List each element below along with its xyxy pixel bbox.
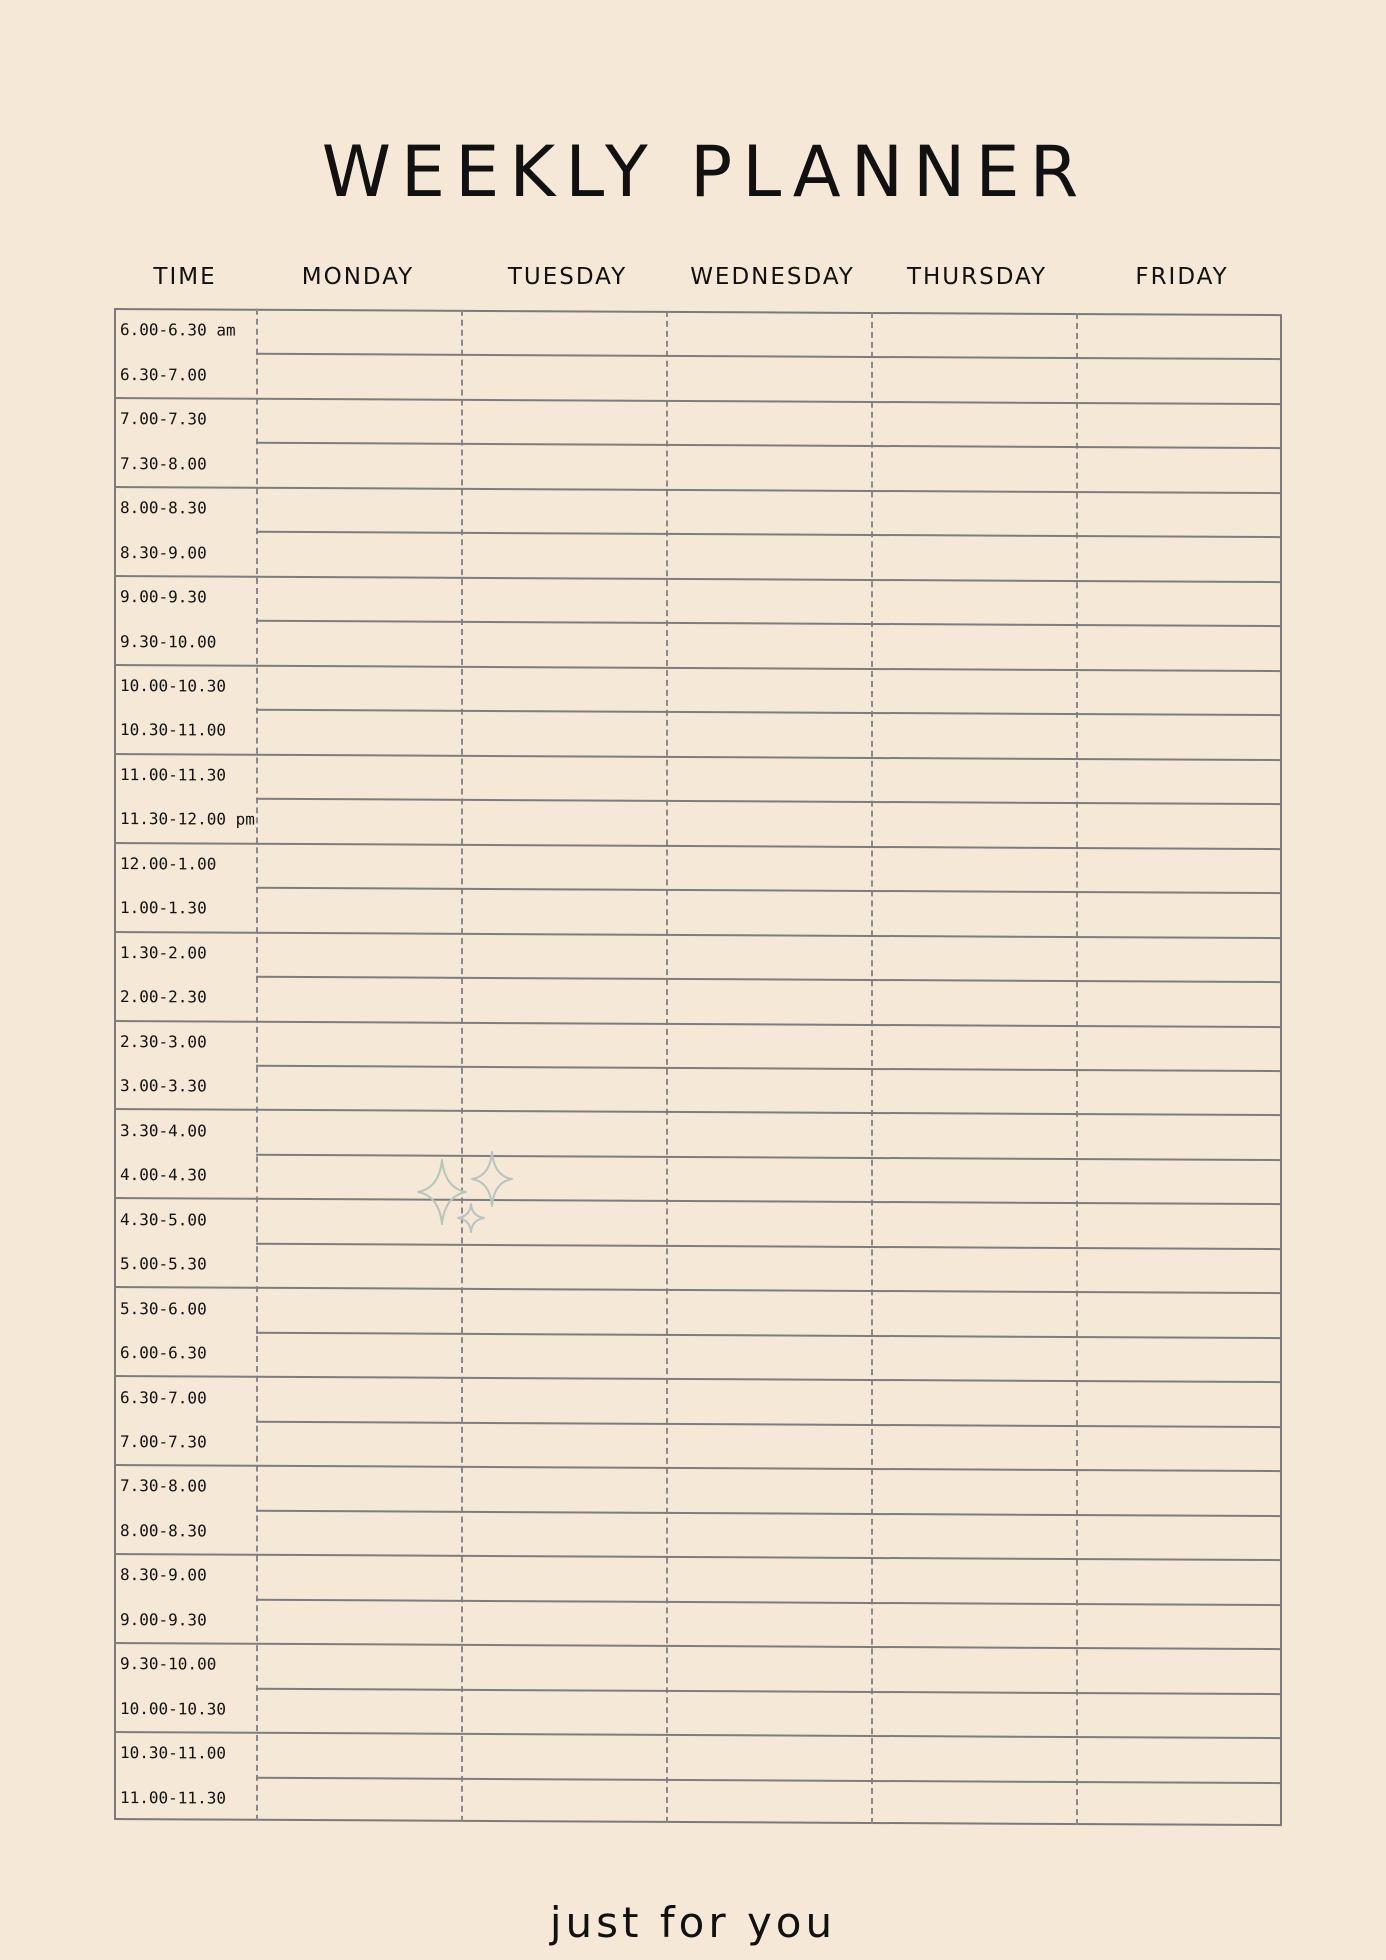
time-slot-label: 12.00-1.00 — [120, 853, 217, 874]
time-slot-label: 7.00-7.30 — [120, 409, 207, 429]
planner-grid — [114, 308, 1282, 1826]
time-slot-label: 1.30-2.00 — [120, 942, 207, 963]
page-title: WEEKLY PLANNER — [321, 131, 1089, 213]
time-slot-label: 10.30-11.00 — [120, 1743, 226, 1763]
header-time: TIME — [153, 264, 217, 290]
time-slot-label: 5.00-5.30 — [120, 1254, 207, 1274]
time-slot-label: 6.00-6.30 am — [120, 320, 236, 340]
time-slot-label: 2.00-2.30 — [120, 987, 207, 1007]
time-slot-label: 4.00-4.30 — [120, 1165, 207, 1185]
time-slot-label: 3.30-4.00 — [120, 1120, 207, 1141]
sparkle-icon — [414, 1150, 519, 1240]
header-tuesday: TUESDAY — [507, 264, 628, 290]
time-slot-label: 4.30-5.00 — [120, 1209, 207, 1230]
time-slot-label: 9.30-10.00 — [120, 631, 217, 652]
time-slot-label: 5.30-6.00 — [120, 1298, 207, 1319]
time-slot-label: 6.30-7.00 — [120, 1387, 207, 1408]
time-slot-label: 10.00-10.30 — [120, 676, 226, 696]
header-friday: FRIDAY — [1135, 264, 1229, 290]
time-slot-label: 9.00-9.30 — [120, 1609, 207, 1630]
time-slot-label: 7.30-8.00 — [120, 1476, 207, 1496]
time-slot-label: 7.00-7.30 — [120, 1432, 207, 1452]
time-slot-label: 10.30-11.00 — [120, 720, 226, 741]
time-slot-label: 8.30-9.00 — [120, 1565, 207, 1585]
time-slot-label: 9.00-9.30 — [120, 587, 207, 607]
time-slot-label: 8.00-8.30 — [120, 1520, 207, 1541]
time-slot-label: 3.00-3.30 — [120, 1076, 207, 1096]
time-slot-label: 11.00-11.30 — [120, 764, 226, 785]
time-slot-label: 2.30-3.00 — [120, 1031, 207, 1052]
time-slot-label: 8.00-8.30 — [120, 498, 207, 518]
header-wednesday: WEDNESDAY — [690, 264, 855, 290]
header-monday: MONDAY — [301, 264, 415, 290]
time-slot-label: 8.30-9.00 — [120, 542, 207, 563]
time-slot-label: 10.00-10.30 — [120, 1698, 226, 1719]
time-slot-label: 6.00-6.30 — [120, 1343, 207, 1363]
time-slot-label: 1.00-1.30 — [120, 898, 207, 918]
footer-text: just for you — [549, 1898, 837, 1947]
time-slot-label: 7.30-8.00 — [120, 453, 207, 474]
time-slot-label: 6.30-7.00 — [120, 364, 207, 385]
time-slot-label: 11.30-12.00 pm — [120, 809, 255, 830]
header-thursday: THURSDAY — [906, 264, 1048, 290]
time-slot-label: 9.30-10.00 — [120, 1654, 217, 1674]
time-slot-label: 11.00-11.30 — [120, 1787, 226, 1808]
